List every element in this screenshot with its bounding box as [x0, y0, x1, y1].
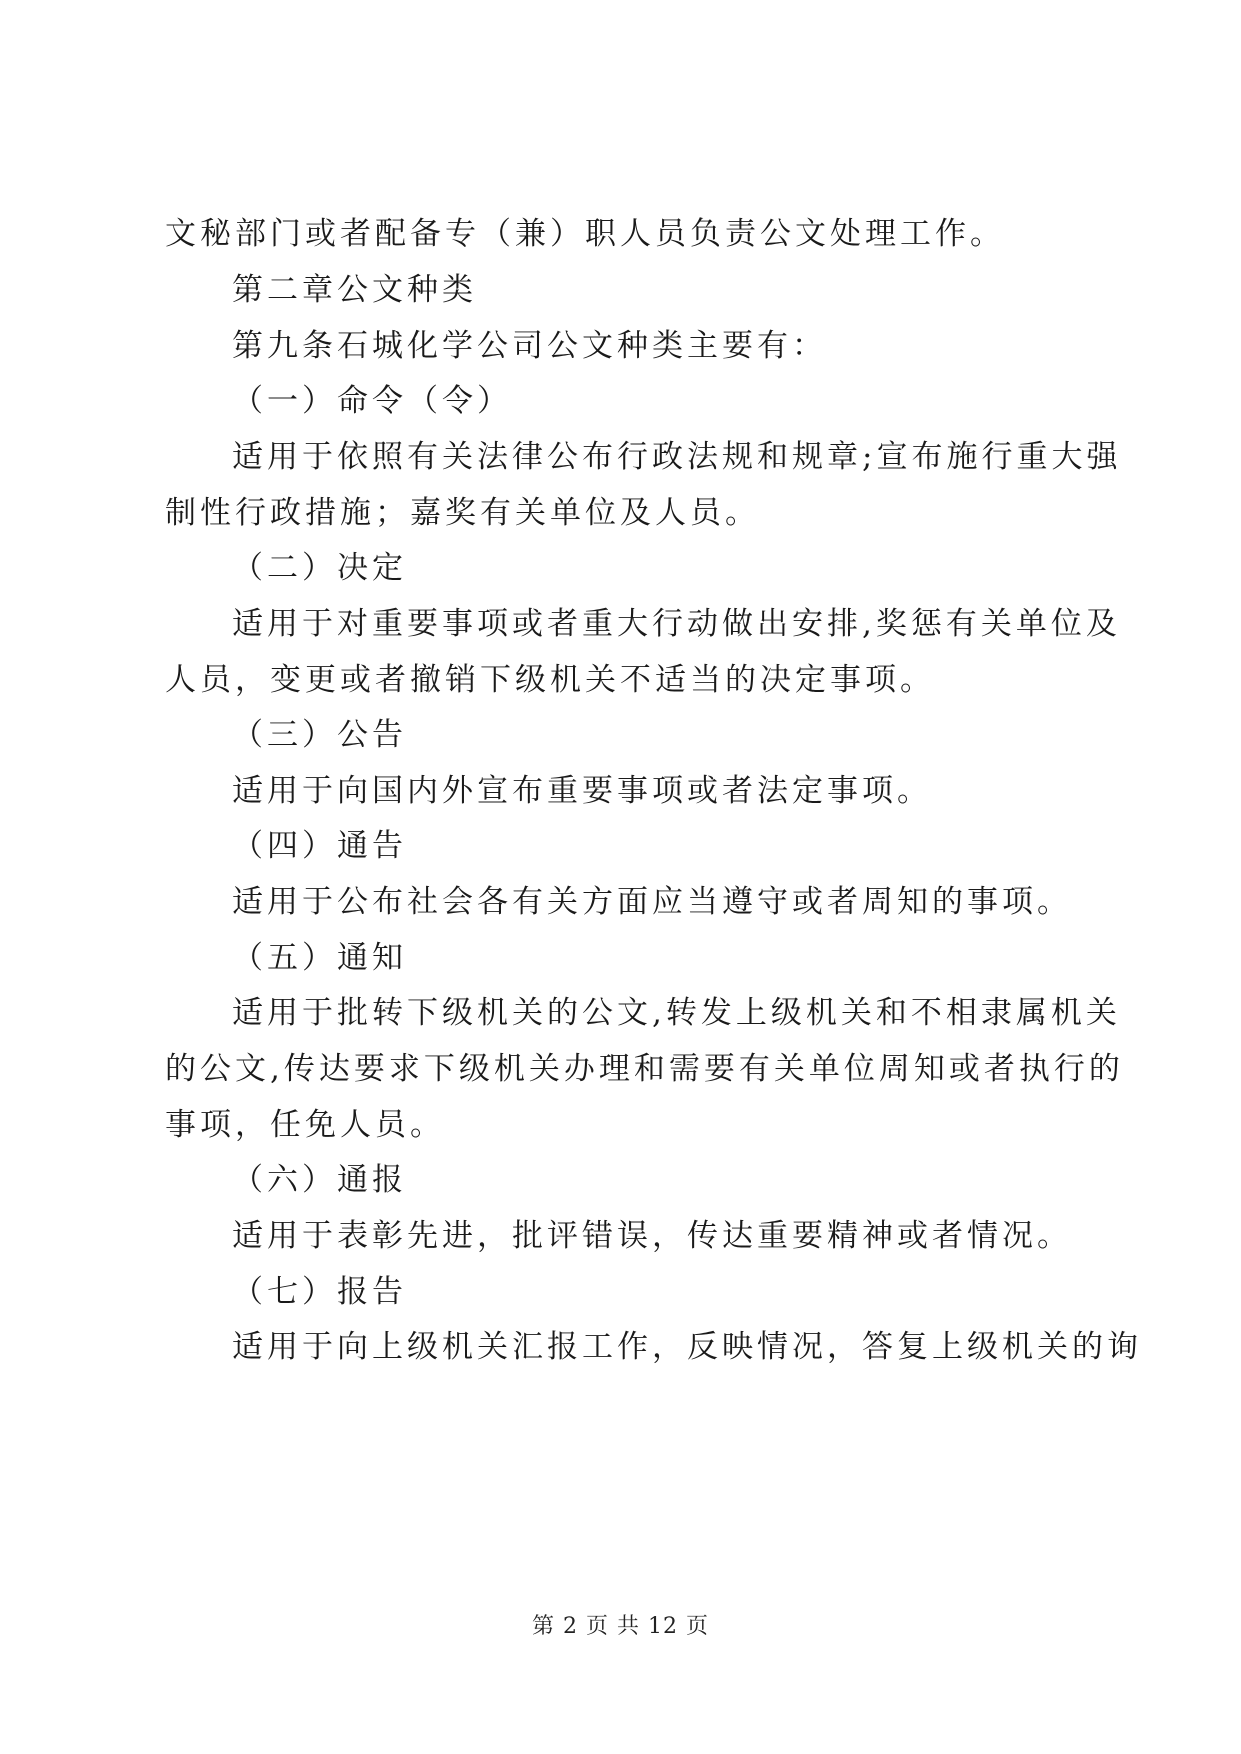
page-number-footer: 第 2 页 共 12 页 [532, 1614, 709, 1639]
body-line: 适用于向上级机关汇报工作，反映情况，答复上级机关的询 [232, 1329, 1142, 1365]
item-heading: （四）通告 [232, 828, 407, 864]
body-line: 的公文,传达要求下级机关办理和需要有关单位周知或者执行的 [165, 1051, 1124, 1087]
chapter-heading: 第二章公文种类 [232, 272, 477, 308]
body-line: 适用于向国内外宣布重要事项或者法定事项。 [232, 773, 932, 809]
article-line: 第九条石城化学公司公文种类主要有： [232, 328, 827, 364]
body-line: 适用于公布社会各有关方面应当遵守或者周知的事项。 [232, 884, 1072, 920]
body-line: 适用于表彰先进，批评错误，传达重要精神或者情况。 [232, 1218, 1072, 1254]
item-heading: （六）通报 [232, 1162, 407, 1198]
body-line: 适用于批转下级机关的公文,转发上级机关和不相隶属机关 [232, 995, 1121, 1031]
item-heading: （五）通知 [232, 940, 407, 976]
body-line: 文秘部门或者配备专（兼）职人员负责公文处理工作。 [165, 216, 1005, 252]
body-line: 事项，任免人员。 [165, 1107, 445, 1143]
body-line: 适用于对重要事项或者重大行动做出安排,奖惩有关单位及 [232, 606, 1121, 642]
item-heading: （二）决定 [232, 550, 407, 586]
item-heading: （七）报告 [232, 1274, 407, 1310]
body-line: 人员，变更或者撤销下级机关不适当的决定事项。 [165, 662, 935, 698]
body-line: 适用于依照有关法律公布行政法规和规章;宣布施行重大强 [232, 439, 1122, 475]
item-heading: （一）命令（令） [232, 383, 512, 419]
body-line: 制性行政措施；嘉奖有关单位及人员。 [165, 495, 760, 531]
item-heading: （三）公告 [232, 717, 407, 753]
